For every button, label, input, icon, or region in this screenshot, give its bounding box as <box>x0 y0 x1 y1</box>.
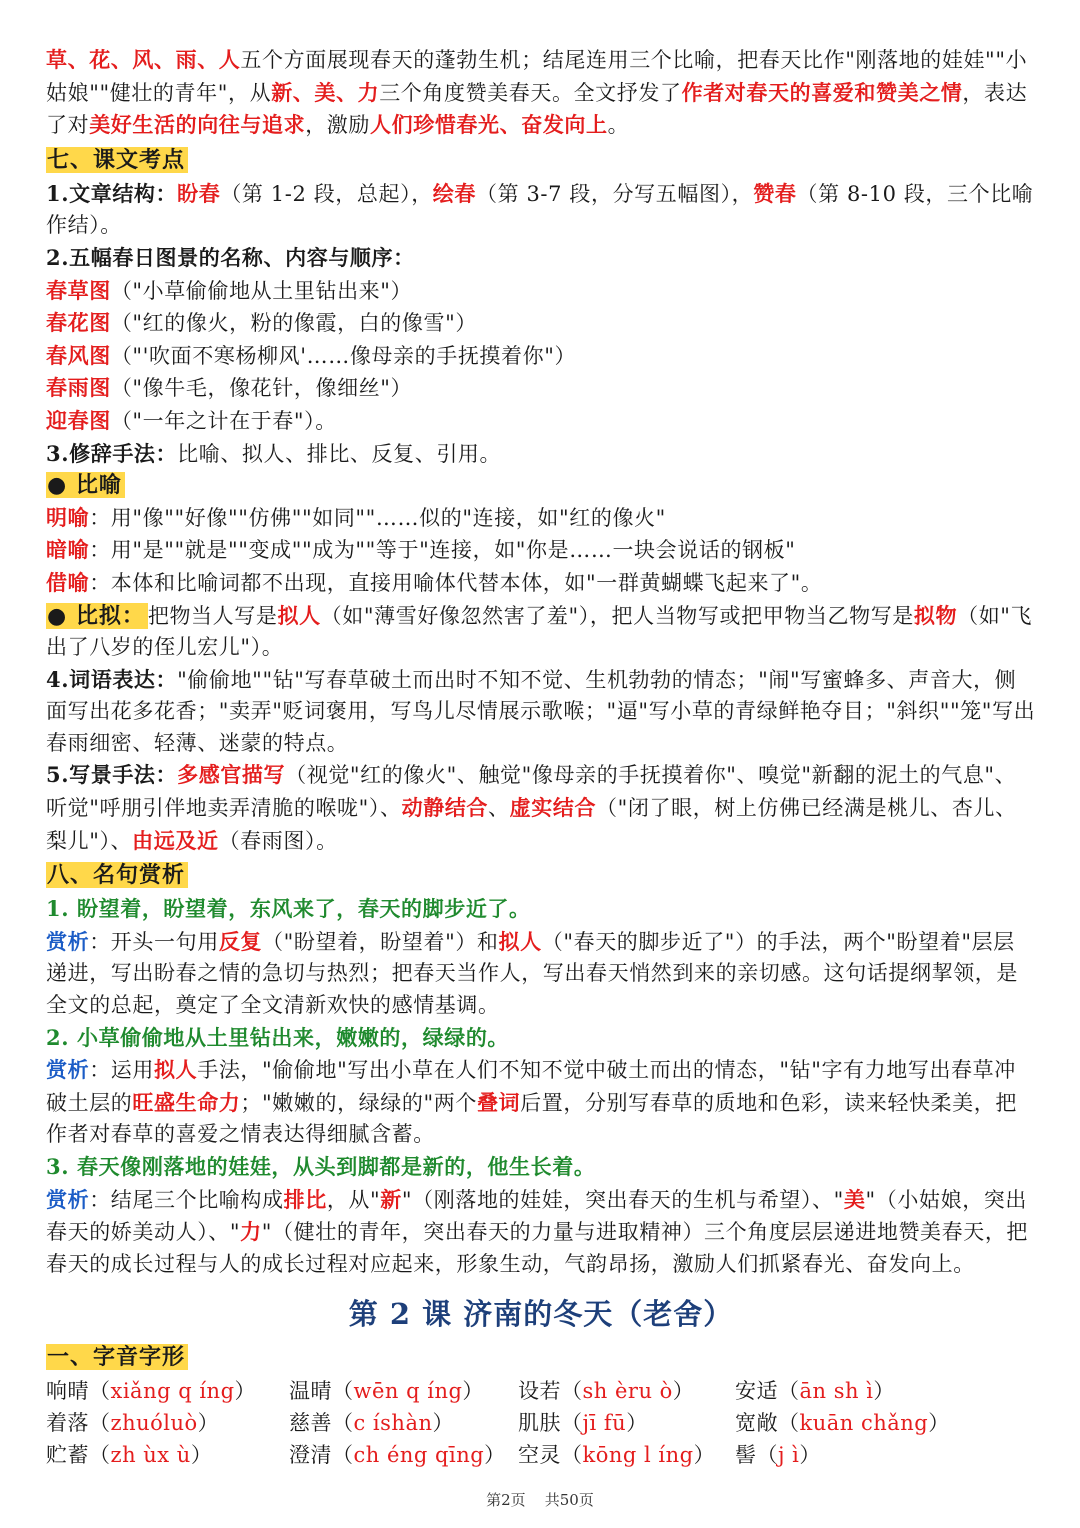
word: 贮蓄 <box>46 1443 89 1468</box>
section-title: 一、字音字形 <box>46 1344 188 1370</box>
body-text: （第 8-10 段，三个比喻作结）。 <box>46 181 1034 238</box>
section-title: 七、课文考点 <box>46 147 188 173</box>
pinyin-entry: 宽敞（kuān chǎng） <box>735 1411 950 1436</box>
picture-name: 春风图 <box>46 342 111 368</box>
body-text: ；"嫩嫩的，绿绿的"两个 <box>240 1090 477 1115</box>
body-text: "（健壮的青年，突出春天的力量与进取精神）三个角度层层递进地赞美春天，把春天的成长过程与人的成长过程对应起来，形象生动，气韵昂扬，激励人们抓紧春光、奋发向上。 <box>46 1220 1029 1276</box>
pinyin: ch éng qīng <box>353 1443 485 1468</box>
pinyin-entry: 肌肤（jī fū） <box>518 1411 648 1436</box>
rhetoric-paragraph <box>46 438 1036 471</box>
body-text: （"春天的脚步近了"）的手法，两个"盼望着"层层递进，写出盼春之情的急切与热烈；把春天当作人，写出春天悄然到来的亲切感。这句话提纲挈领，是全文的总起，奠定了全文清新欢快的感情基调。 <box>46 929 1018 1018</box>
quote-analysis <box>46 1054 1036 1151</box>
body-text: "偷偷地""钻"写春草破土而出时不知不觉、生机勃勃的情态；"闹"写蜜蜂多、声音大，侧面写出花多花香；"卖弄"贬词褒用，写鸟儿尽情展示歌喉；"逼"写小草的青绿鲜艳夺目；"斜织""笼"写出春雨细密、轻薄、迷蒙的特点。 <box>46 667 1036 755</box>
pinyin: c íshàn <box>353 1411 433 1436</box>
words-paragraph <box>46 664 1036 760</box>
body-text: 比喻、拟人、排比、反复、引用。 <box>177 441 502 466</box>
word: 慈善 <box>289 1411 332 1436</box>
point-label: 3.修辞手法： <box>46 440 178 466</box>
word: 宽敞 <box>735 1411 778 1436</box>
quote-sentence <box>46 1022 1036 1055</box>
picture-item <box>46 405 1036 438</box>
pinyin: wēn q íng <box>353 1379 463 1404</box>
quote-text: 2. 小草偷偷地从土里钻出来，嫩嫩的，绿绿的。 <box>46 1024 510 1050</box>
highlight-text: 虚实结合 <box>509 795 597 821</box>
body-text: 把物当人写是 <box>147 603 278 628</box>
body-text: "（刚落地的娃娃，突出春天的生机与希望）、" <box>401 1187 844 1212</box>
body-text: ：结尾三个比喻构成 <box>89 1187 284 1212</box>
section-title: 八、名句赏析 <box>46 862 188 888</box>
word: 肌肤 <box>518 1411 561 1436</box>
word: 澄清 <box>289 1443 332 1468</box>
pinyin-entry: 慈善（c íshàn） <box>289 1411 454 1436</box>
term-name: 暗喻 <box>46 537 90 563</box>
bullet-title: ● 比喻 <box>46 472 125 498</box>
highlight-text: 新、美、力 <box>271 79 380 105</box>
picture-item <box>46 307 1036 340</box>
analysis-label: 赏析 <box>46 1057 90 1083</box>
body-text: ，激励 <box>305 113 371 138</box>
pinyin-entry: 温晴（wēn q íng） <box>289 1379 484 1404</box>
pinyin: jī fū <box>582 1411 627 1436</box>
analysis-label: 赏析 <box>46 1186 90 1212</box>
word: 髻 <box>735 1443 757 1468</box>
section-7-heading <box>46 145 1036 176</box>
lesson-title: 第 2 课 济南的冬天（老舍） <box>348 1297 734 1332</box>
point-label: 5.写景手法： <box>46 762 178 788</box>
scene-paragraph <box>46 759 1036 857</box>
quote-text: 3. 春天像刚落地的娃娃，从头到脚都是新的，他生长着。 <box>46 1154 596 1179</box>
highlight-text: 拟人 <box>498 928 542 954</box>
body-text: ，从" <box>326 1187 381 1212</box>
page-content <box>46 44 1036 1471</box>
point-label: 2.五幅春日图景的名称、内容与顺序： <box>46 244 415 270</box>
body-text: 五个方面展现春天的蓬勃生机；结尾连用三个比喻，把春天比作"刚落地的娃娃""小姑娘""健壮的青年"，从 <box>46 48 1028 105</box>
word: 温晴 <box>289 1379 332 1404</box>
structure-paragraph <box>46 178 1036 242</box>
picture-text: （"红的像火，粉的像霞，白的像雪"） <box>110 311 477 336</box>
highlight-text: 拟人 <box>154 1057 198 1083</box>
highlight-text: 动静结合 <box>401 795 489 821</box>
word: 设若 <box>518 1379 561 1404</box>
pinyin: j ì <box>778 1443 800 1468</box>
body-text: （"闭了眼，树上仿佛已经满是桃儿、杏儿、梨儿"）、 <box>46 796 1017 853</box>
quote-analysis <box>46 1184 1036 1281</box>
word: 安适 <box>735 1379 778 1404</box>
pinyin-entry: 安适（ān sh ì） <box>735 1379 895 1404</box>
lesson-2-section-1-heading <box>46 1342 1036 1373</box>
pinyin-entry: 空灵（kōng l íng） <box>518 1443 716 1468</box>
body-text: （春雨图）。 <box>218 828 338 853</box>
point-label: 4.词语表达： <box>46 666 178 692</box>
pinyin-grid <box>46 1375 1036 1471</box>
highlight-text: 由远及近 <box>132 827 219 853</box>
highlight-text: 反复 <box>218 928 263 954</box>
picture-name: 迎春图 <box>46 407 111 433</box>
picture-name: 春草图 <box>46 277 111 303</box>
pictures-label <box>46 242 1036 275</box>
pinyin: zh ùx ù <box>110 1443 191 1468</box>
metaphor-item <box>46 567 1036 600</box>
body-text: 手法，"偷偷地"写出小草在人们不知不觉中破土而出的情态，"钻"字有力地写出春草冲破土层的 <box>46 1058 1016 1115</box>
body-text: （"盼望着，盼望着"）和 <box>262 929 499 954</box>
quote-text: 1. 盼望着，盼望着，东风来了，春天的脚步近了。 <box>46 896 531 922</box>
picture-item <box>46 340 1036 373</box>
highlight-text: 旺盛生命力 <box>132 1089 241 1115</box>
quote-analysis <box>46 926 1036 1022</box>
picture-text: （"一年之计在于春"）。 <box>110 408 337 433</box>
body-text: 。 <box>607 113 630 138</box>
intro-paragraph <box>46 44 1036 142</box>
highlight-text: 赞春 <box>753 180 797 206</box>
term-text: ：本体和比喻词都不出现，直接用喻体代替本体，如"一群黄蝴蝶飞起来了"。 <box>89 570 823 595</box>
analogy-paragraph <box>46 600 1036 664</box>
page-footer <box>0 1489 1080 1510</box>
body-text: 后置，分别写春草的质地和色彩，读来轻快柔美，把作者对春草的喜爱之情表达得细腻含蓄。 <box>46 1090 1017 1147</box>
highlight-text: 美好生活的向往与追求 <box>89 112 306 138</box>
highlight-text: 拟物 <box>913 602 958 628</box>
body-text: ：运用 <box>89 1058 155 1083</box>
picture-name: 春雨图 <box>46 375 111 401</box>
term-name: 明喻 <box>46 504 90 530</box>
picture-text: （"小草偷偷地从土里钻出来"） <box>110 278 413 303</box>
pinyin: xiǎng q íng <box>110 1379 235 1404</box>
pinyin-entry: 髻（j ì） <box>735 1443 821 1468</box>
highlight-text: 拟人 <box>277 602 321 628</box>
quote-sentence <box>46 893 1036 926</box>
pinyin-entry: 设若（sh èru ò） <box>518 1379 695 1404</box>
highlight-text: 绘春 <box>432 180 476 206</box>
highlight-text: 作者对春天的喜爱和赞美之情 <box>681 79 963 105</box>
quote-sentence <box>46 1151 1036 1184</box>
body-text: （如"薄雪好像忽然害了羞"），把人当物写或把甲物当乙物写是 <box>320 603 914 628</box>
pinyin: kōng l íng <box>582 1443 694 1468</box>
highlight-text: 叠词 <box>476 1089 521 1115</box>
pinyin-entry: 澄清（ch éng qīng） <box>289 1443 506 1468</box>
word: 响晴 <box>46 1379 89 1404</box>
highlight-text: 美 <box>843 1186 866 1212</box>
body-text: 三个角度赞美春天。全文抒发了 <box>379 80 682 105</box>
body-text: "（小姑娘，突出春天的娇美动人）、" <box>46 1187 1027 1245</box>
body-text: 、 <box>488 796 510 821</box>
pinyin: ān sh ì <box>799 1379 874 1404</box>
point-label: 1.文章结构： <box>46 180 178 206</box>
pinyin: kuān chǎng <box>799 1411 929 1436</box>
body-text: （第 3-7 段，分写五幅图）， <box>476 181 754 206</box>
body-text: （第 1-2 段，总起）， <box>220 181 433 206</box>
highlight-text: 盼春 <box>177 180 221 206</box>
word: 空灵 <box>518 1443 561 1468</box>
body-text: ：开头一句用 <box>89 929 219 954</box>
analysis-label: 赏析 <box>46 928 90 954</box>
picture-item <box>46 275 1036 308</box>
highlight-text: 排比 <box>283 1186 327 1212</box>
term-text: ：用"是""就是""变成""成为""等于"连接，如"你是……一块会说话的钢板" <box>89 538 796 563</box>
body-text: ，表达了对 <box>46 80 1028 138</box>
highlight-text: 草、花、风、雨、人 <box>46 47 241 72</box>
metaphor-item <box>46 502 1036 535</box>
picture-text: （"'吹面不寒杨柳风'……像母亲的手抚摸着你"） <box>110 343 577 368</box>
pinyin-entry: 响晴（xiǎng q íng） <box>46 1379 257 1404</box>
picture-text: （"像牛毛，像花针，像细丝"） <box>110 376 413 401</box>
pinyin: zhuóluò <box>110 1411 198 1436</box>
picture-item <box>46 372 1036 405</box>
pinyin: sh èru ò <box>582 1379 673 1404</box>
pinyin-entry: 贮蓄（zh ùx ù） <box>46 1443 213 1468</box>
metaphor-heading <box>46 470 1036 502</box>
body-text: （如"飞出了八岁的侄儿宏儿"）。 <box>46 603 1033 660</box>
metaphor-item <box>46 534 1036 567</box>
highlight-text: 新 <box>380 1186 402 1212</box>
picture-name: 春花图 <box>46 310 111 336</box>
highlight-text: 人们珍惜春光、奋发向上 <box>370 112 608 138</box>
term-name: 借喻 <box>46 569 90 595</box>
highlight-text: 多感官描写 <box>177 762 286 788</box>
section-8-heading <box>46 860 1036 891</box>
bullet-title: ● 比拟： <box>46 603 148 629</box>
page-total: 共50页 <box>544 1491 594 1509</box>
pinyin-entry: 着落（zhuóluò） <box>46 1411 220 1436</box>
word: 着落 <box>46 1411 89 1436</box>
body-text: （视觉"红的像火"、触觉"像母亲的手抚摸着你"、嗅觉"新翻的泥土的气息"、听觉"呼朋引伴地卖弄清脆的喉咙"）、 <box>46 763 1017 821</box>
highlight-text: 力 <box>240 1219 262 1245</box>
page-number: 第2页 <box>486 1491 526 1509</box>
term-text: ：用"像""好像""仿佛""如同""……似的"连接，如"红的像火" <box>89 505 666 530</box>
